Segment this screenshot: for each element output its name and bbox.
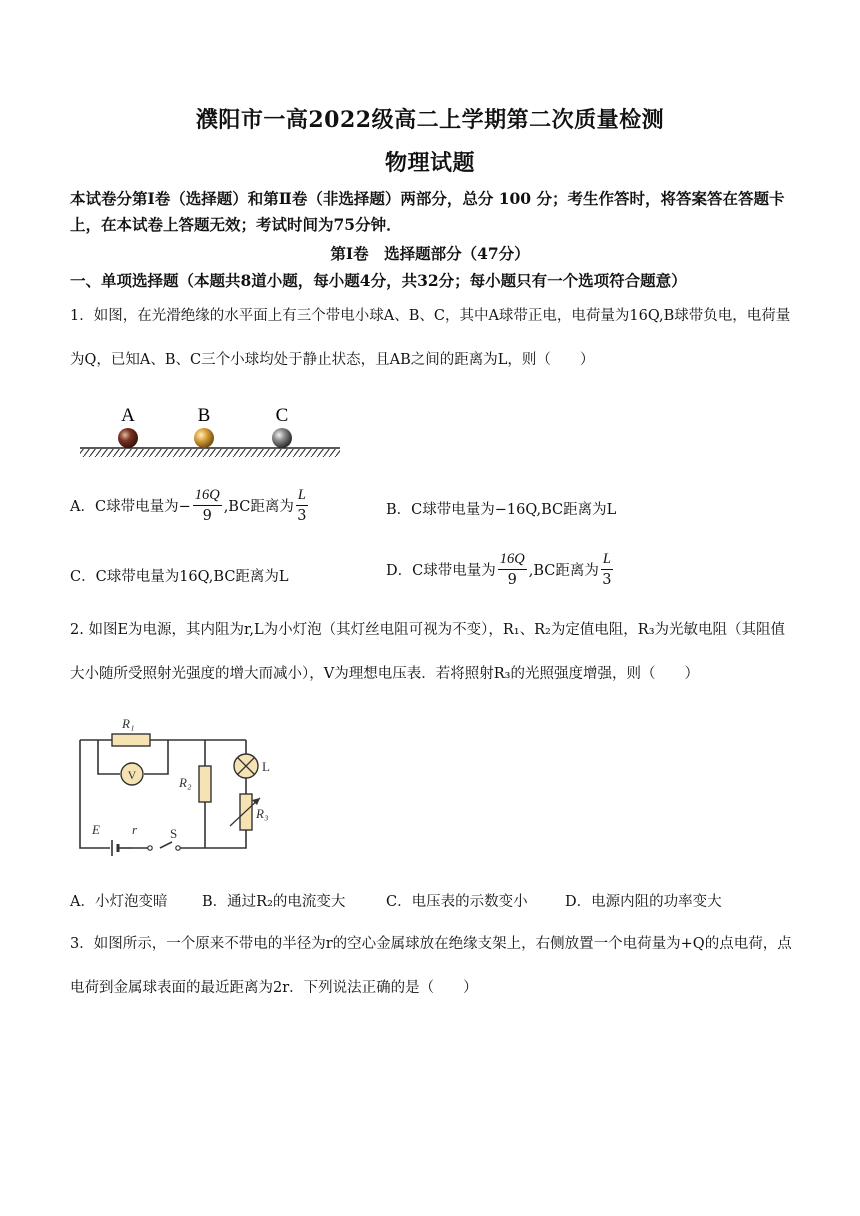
label-v: V <box>127 768 137 782</box>
q1-option-d[interactable]: D．C球带电量为 $\frac{16Q}{9}$ ,BC距离为 $\frac{L}{3}$ <box>386 551 612 588</box>
label-r: r <box>132 822 138 837</box>
ball-b <box>194 428 214 448</box>
label-r2: R₂ <box>179 775 192 790</box>
ball-a <box>118 428 138 448</box>
q2-option-d[interactable]: D．电源内阻的功率变大 <box>565 894 722 910</box>
label-c: C <box>275 405 289 426</box>
subsection-title: 一、单项选择题（本题共8道小题，每小题4分，共32分；每小题只有一个选项符合题意） <box>70 271 687 290</box>
resistor-r1 <box>112 734 150 746</box>
label-s: S <box>170 826 178 841</box>
question-1-text: 1．如图，在光滑绝缘的水平面上有三个带电小球A、B、C，其中A球带正电，电荷量为16Q,B球带负电，电荷量为Q，已知A、B、C三个小球均处于静止状态，且AB之间的距离为L，则（ ） <box>70 308 791 368</box>
q1-option-c[interactable]: C．C球带电量为16Q,BC距离为L <box>70 569 289 585</box>
label-e: E <box>92 822 100 837</box>
label-a: A <box>121 405 135 426</box>
question-1-figure <box>78 400 348 462</box>
label-r1: R₁ <box>122 716 135 731</box>
exam-subtitle: 物理试题 <box>384 150 475 176</box>
label-b: B <box>197 405 211 426</box>
q2-option-c[interactable]: C．电压表的示数变小 <box>386 894 528 910</box>
q1-option-b[interactable]: B．C球带电量为−16Q,BC距离为L <box>386 502 617 518</box>
label-r3: R₃ <box>256 806 269 821</box>
resistor-r2 <box>199 766 211 802</box>
resistor-r3 <box>240 794 252 830</box>
question-3-text: 3．如图所示，一个原来不带电的半径为r的空心金属球放在绝缘支架上，右侧放置一个电荷量为+Q的点电荷，点电荷到金属球表面的最近距离为2r．下列说法正确的是（ ） <box>70 936 792 996</box>
label-l: L <box>262 759 270 774</box>
q2-option-b[interactable]: B．通过R₂的电流变大 <box>202 894 346 910</box>
section-title: 第Ⅰ卷 选择题部分（47分） <box>330 244 530 263</box>
q2-option-a[interactable]: A．小灯泡变暗 <box>70 894 168 910</box>
exam-intro: 本试卷分第Ⅰ卷（选择题）和第Ⅱ卷（非选择题）两部分，总分 100 分；考生作答时，将答案答在答题卡上，在本试卷上答题无效；考试时间为75分钟． <box>70 189 785 234</box>
circuit-diagram <box>72 710 282 860</box>
question-2-text: 2. 如图E为电源，其内阻为r,L为小灯泡（其灯丝电阻可视为不变），R₁、R₂为定值电阻，R₃为光敏电阻（其阻值大小随所受照射光强度的增大而减小），V为理想电压表．若将照射R₃的光照强度增强，则（ ） <box>70 622 786 682</box>
ball-c <box>272 428 292 448</box>
q1-option-a[interactable]: A．C球带电量为− $\frac{16Q}{9}$ ,BC距离为 $\frac{L}{3}$ <box>70 487 307 524</box>
exam-title: 濮阳市一高2022级高二上学期第二次质量检测 <box>195 107 665 133</box>
